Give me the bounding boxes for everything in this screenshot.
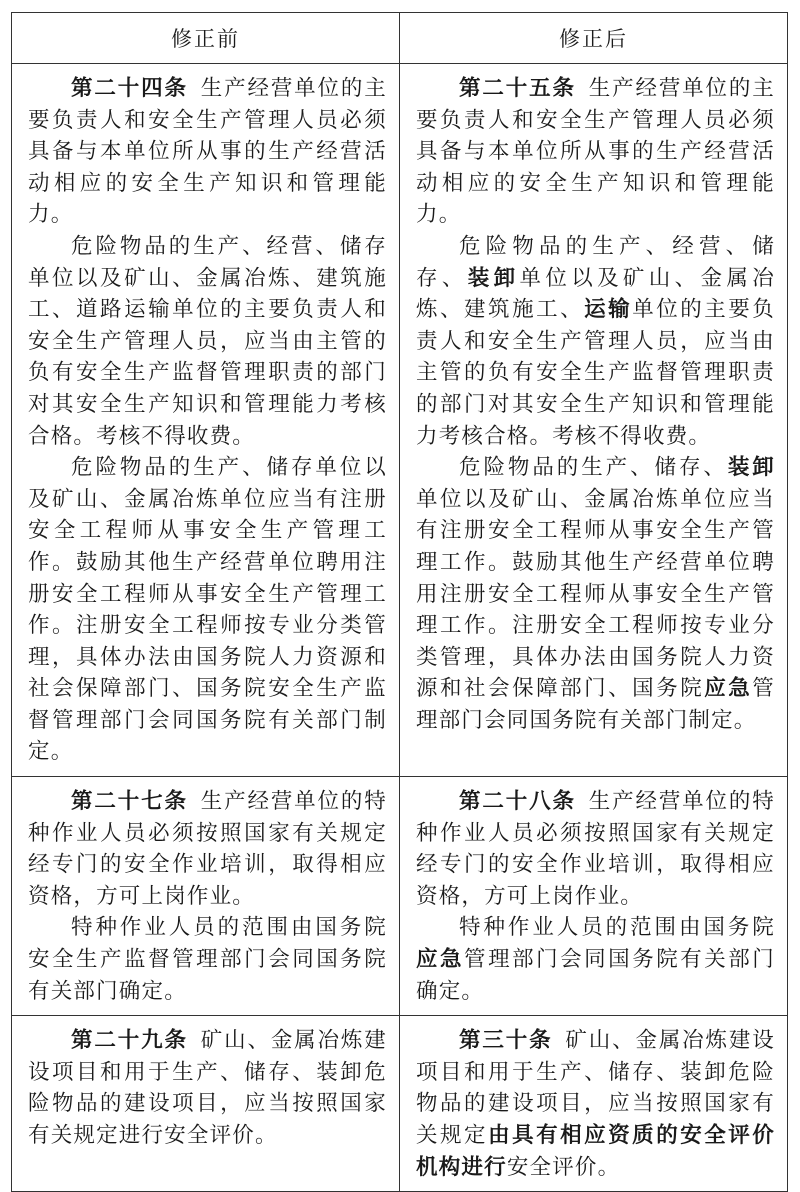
text-segment: 特种作业人员的范围由国务院 — [459, 915, 775, 941]
article-after-cell — [400, 1016, 788, 1192]
text-segment: 危险物品的生产、经营、储存、 — [416, 233, 775, 291]
amended-text: 应急 — [416, 947, 465, 973]
article-before-cell — [12, 64, 400, 777]
article-before-cell — [12, 1016, 400, 1192]
text-segment: 生产经营单位的主要负责人和安全生产管理人员必须具备与本单位所从事的生产经营活动相应的安全生产知识和管理能力。 — [28, 76, 387, 228]
article-row-2 — [12, 777, 788, 1016]
article-paragraph — [28, 786, 387, 912]
amended-text: 由具有相应资质的安全评价机构进行 — [416, 1123, 775, 1180]
text-segment: 生产经营单位的特种作业人员必须按照国家有关规定经专门的安全作业培训，取得相应资格，方可上岗作业。 — [28, 789, 387, 909]
text-segment: 危险物品的生产、储存、 — [459, 455, 728, 481]
text-segment: 管理部门会同国务院有关部门确定。 — [416, 947, 775, 1004]
amended-text: 装卸 — [727, 455, 776, 481]
article-number: 第三十条 — [459, 1028, 553, 1054]
article-number: 第二十五条 — [459, 76, 576, 101]
article-before-cell — [12, 777, 400, 1016]
text-segment: 单位的主要负责人和安全生产管理人员，应当由主管的负有安全生产监督管理职责的部门对其安全生产知识和管理能力考核合格。考核不得收费。 — [416, 297, 776, 449]
article-row-3 — [12, 1016, 788, 1192]
text-segment: 危险物品的生产、经营、储存单位以及矿山、金属冶炼、建筑施工、道路运输单位的主要负责人和安全生产管理人员，应当由主管的负有安全生产监督管理职责的部门对其安全生产知识和管理能力考核合格。考核不得收费。 — [28, 233, 387, 449]
header-row — [12, 13, 788, 64]
article-paragraph — [28, 452, 387, 768]
text-segment: 生产经营单位的特种作业人员必须按照国家有关规定经专门的安全作业培训，取得相应资格，方可上岗作业。 — [416, 789, 775, 909]
article-paragraph — [28, 231, 387, 452]
text-segment: 单位以及矿山、金属冶炼、建筑施工、 — [416, 265, 775, 323]
amended-text: 应急 — [704, 676, 753, 702]
article-before-text — [12, 1016, 399, 1159]
article-before-text — [12, 64, 399, 776]
article-number: 第二十七条 — [71, 789, 188, 815]
header-before: 修正前 — [12, 13, 400, 64]
article-after-text — [400, 777, 787, 1015]
text-segment: 单位以及矿山、金属冶炼单位应当有注册安全工程师从事安全生产管理工作。鼓励其他生产经营单位聘用注册安全工程师从事安全生产管理工作。注册安全工程师按专业分类管理，具体办法由国务院人力资源和社会保障部门、国务院 — [416, 486, 775, 702]
article-paragraph — [28, 73, 387, 231]
text-segment: 危险物品的生产、储存单位以及矿山、金属冶炼单位应当有注册安全工程师从事安全生产管理工作。鼓励其他生产经营单位聘用注册安全工程师从事安全生产管理工作。注册安全工程师按专业分类管理，具体办法由国务院人力资源和社会保障部门、国务院安全生产监督管理部门会同国务院有关部门制定。 — [28, 455, 387, 765]
text-segment: 矿山、金属冶炼建设项目和用于生产、储存、装卸危险物品的建设项目，应当按照国家有关规定进行安全评价。 — [28, 1028, 387, 1148]
article-paragraph — [416, 231, 775, 452]
article-paragraph — [416, 73, 775, 231]
article-number: 第二十四条 — [71, 76, 188, 101]
article-after-text — [400, 1016, 787, 1191]
article-number: 第二十九条 — [71, 1028, 188, 1054]
article-after-text — [400, 64, 787, 744]
header-after: 修正后 — [400, 13, 788, 64]
amended-text: 运输 — [584, 297, 633, 323]
text-segment: 安全评价。 — [506, 1154, 621, 1180]
article-paragraph — [416, 912, 775, 1007]
article-row-1 — [12, 64, 788, 777]
comparison-table — [11, 12, 788, 1192]
article-before-text — [12, 777, 399, 1015]
text-segment: 特种作业人员的范围由国务院安全生产监督管理部门会同国务院有关部门确定。 — [28, 915, 387, 1004]
article-after-cell — [400, 64, 788, 777]
amended-text: 装卸 — [467, 265, 520, 291]
article-after-cell — [400, 777, 788, 1016]
article-paragraph — [416, 452, 775, 736]
article-paragraph — [416, 1025, 775, 1183]
article-paragraph — [416, 786, 775, 912]
text-segment: 矿山、金属冶炼建设项目和用于生产、储存、装卸危险物品的建设项目，应当按照国家有关规定 — [416, 1028, 775, 1148]
article-paragraph — [28, 912, 387, 1007]
article-number: 第二十八条 — [459, 789, 576, 815]
text-segment: 管理部门会同国务院有关部门制定。 — [416, 676, 775, 733]
text-segment: 生产经营单位的主要负责人和安全生产管理人员必须具备与本单位所从事的生产经营活动相应的安全生产知识和管理能力。 — [416, 76, 775, 228]
